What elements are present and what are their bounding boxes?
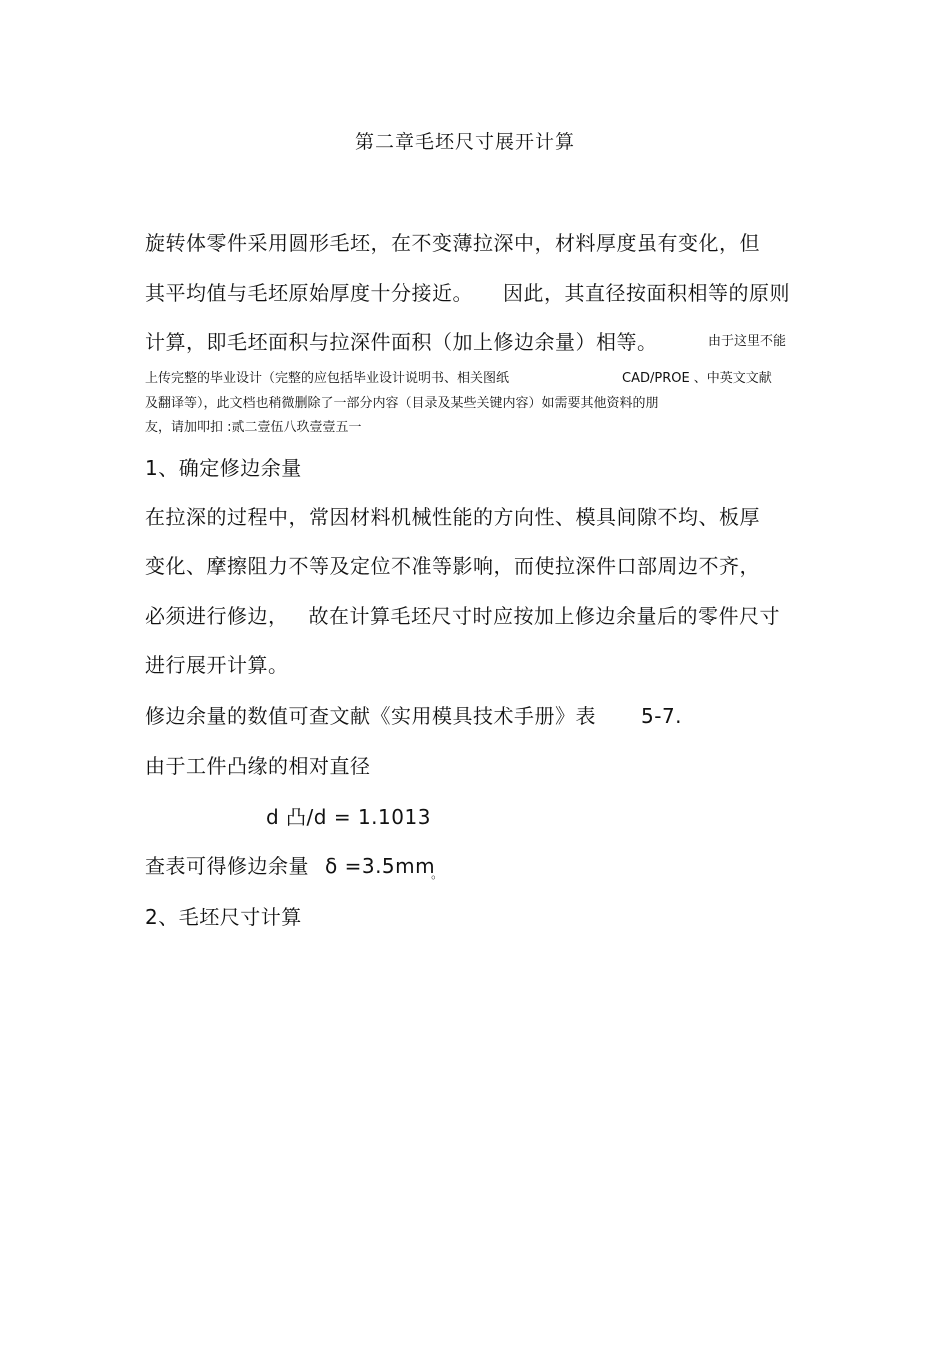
section-1-para-line-1: 在拉深的过程中，常因材料机械性能的方向性、模具间隙不均、板厚 [145,505,760,529]
result-line [145,854,448,881]
result-value: δ =3.5mm [325,854,436,878]
section-1-heading: 1、确定修边余量 [145,456,302,480]
notice-line-2a: 上传完整的毕业设计（完整的应包括毕业设计说明书、相关图纸 [145,371,510,386]
notice-line-1-tail: 由于这里不能 [708,334,787,349]
intro-line-2-part-b: 因此，其直径按面积相等的原则 [503,281,790,305]
section-1-para-line-2: 变化、摩擦阻力不等及定位不准等影响，而使拉深件口部周边不齐， [145,554,760,578]
page-title: 第二章毛坯尺寸展开计算 [355,131,576,153]
section-2-heading: 2、毛坯尺寸计算 [145,905,302,929]
notice-line-4: 友，请加叩扣 :贰二壹伍八玖壹壹五一 [145,420,362,435]
result-period: 。 [431,867,444,881]
result-text: 查表可得修边余量 [145,854,309,878]
notice-line-2b: CAD/PROE 、中英文文献 [622,371,772,386]
reference-table-number: 5-7. [641,704,683,728]
ratio-intro: 由于工件凸缘的相对直径 [145,754,371,778]
notice-line-3: 及翻译等），此文档也稍微删除了一部分内容（目录及某些关键内容）如需要其他资料的朋 [145,396,659,411]
intro-line-3: 计算，即毛坯面积与拉深件面积（加上修边余量）相等。 [145,330,658,354]
intro-line-2 [145,281,790,305]
formula-ratio: d 凸/d = 1.1013 [266,805,431,829]
section-1-para-line-3 [145,604,780,628]
intro-line-2-part-a: 其平均值与毛坯原始厚度十分接近。 [145,281,473,305]
section-1-para-line-3-part-a: 必须进行修边， [145,604,289,628]
section-1-para-line-3-part-b: 故在计算毛坯尺寸时应按加上修边余量后的零件尺寸 [308,604,780,628]
intro-line-1: 旋转体零件采用圆形毛坯，在不变薄拉深中，材料厚度虽有变化，但 [145,231,760,255]
reference-text: 修边余量的数值可查文献《实用模具技术手册》表 [145,704,596,728]
section-1-para-line-4: 进行展开计算。 [145,653,289,677]
